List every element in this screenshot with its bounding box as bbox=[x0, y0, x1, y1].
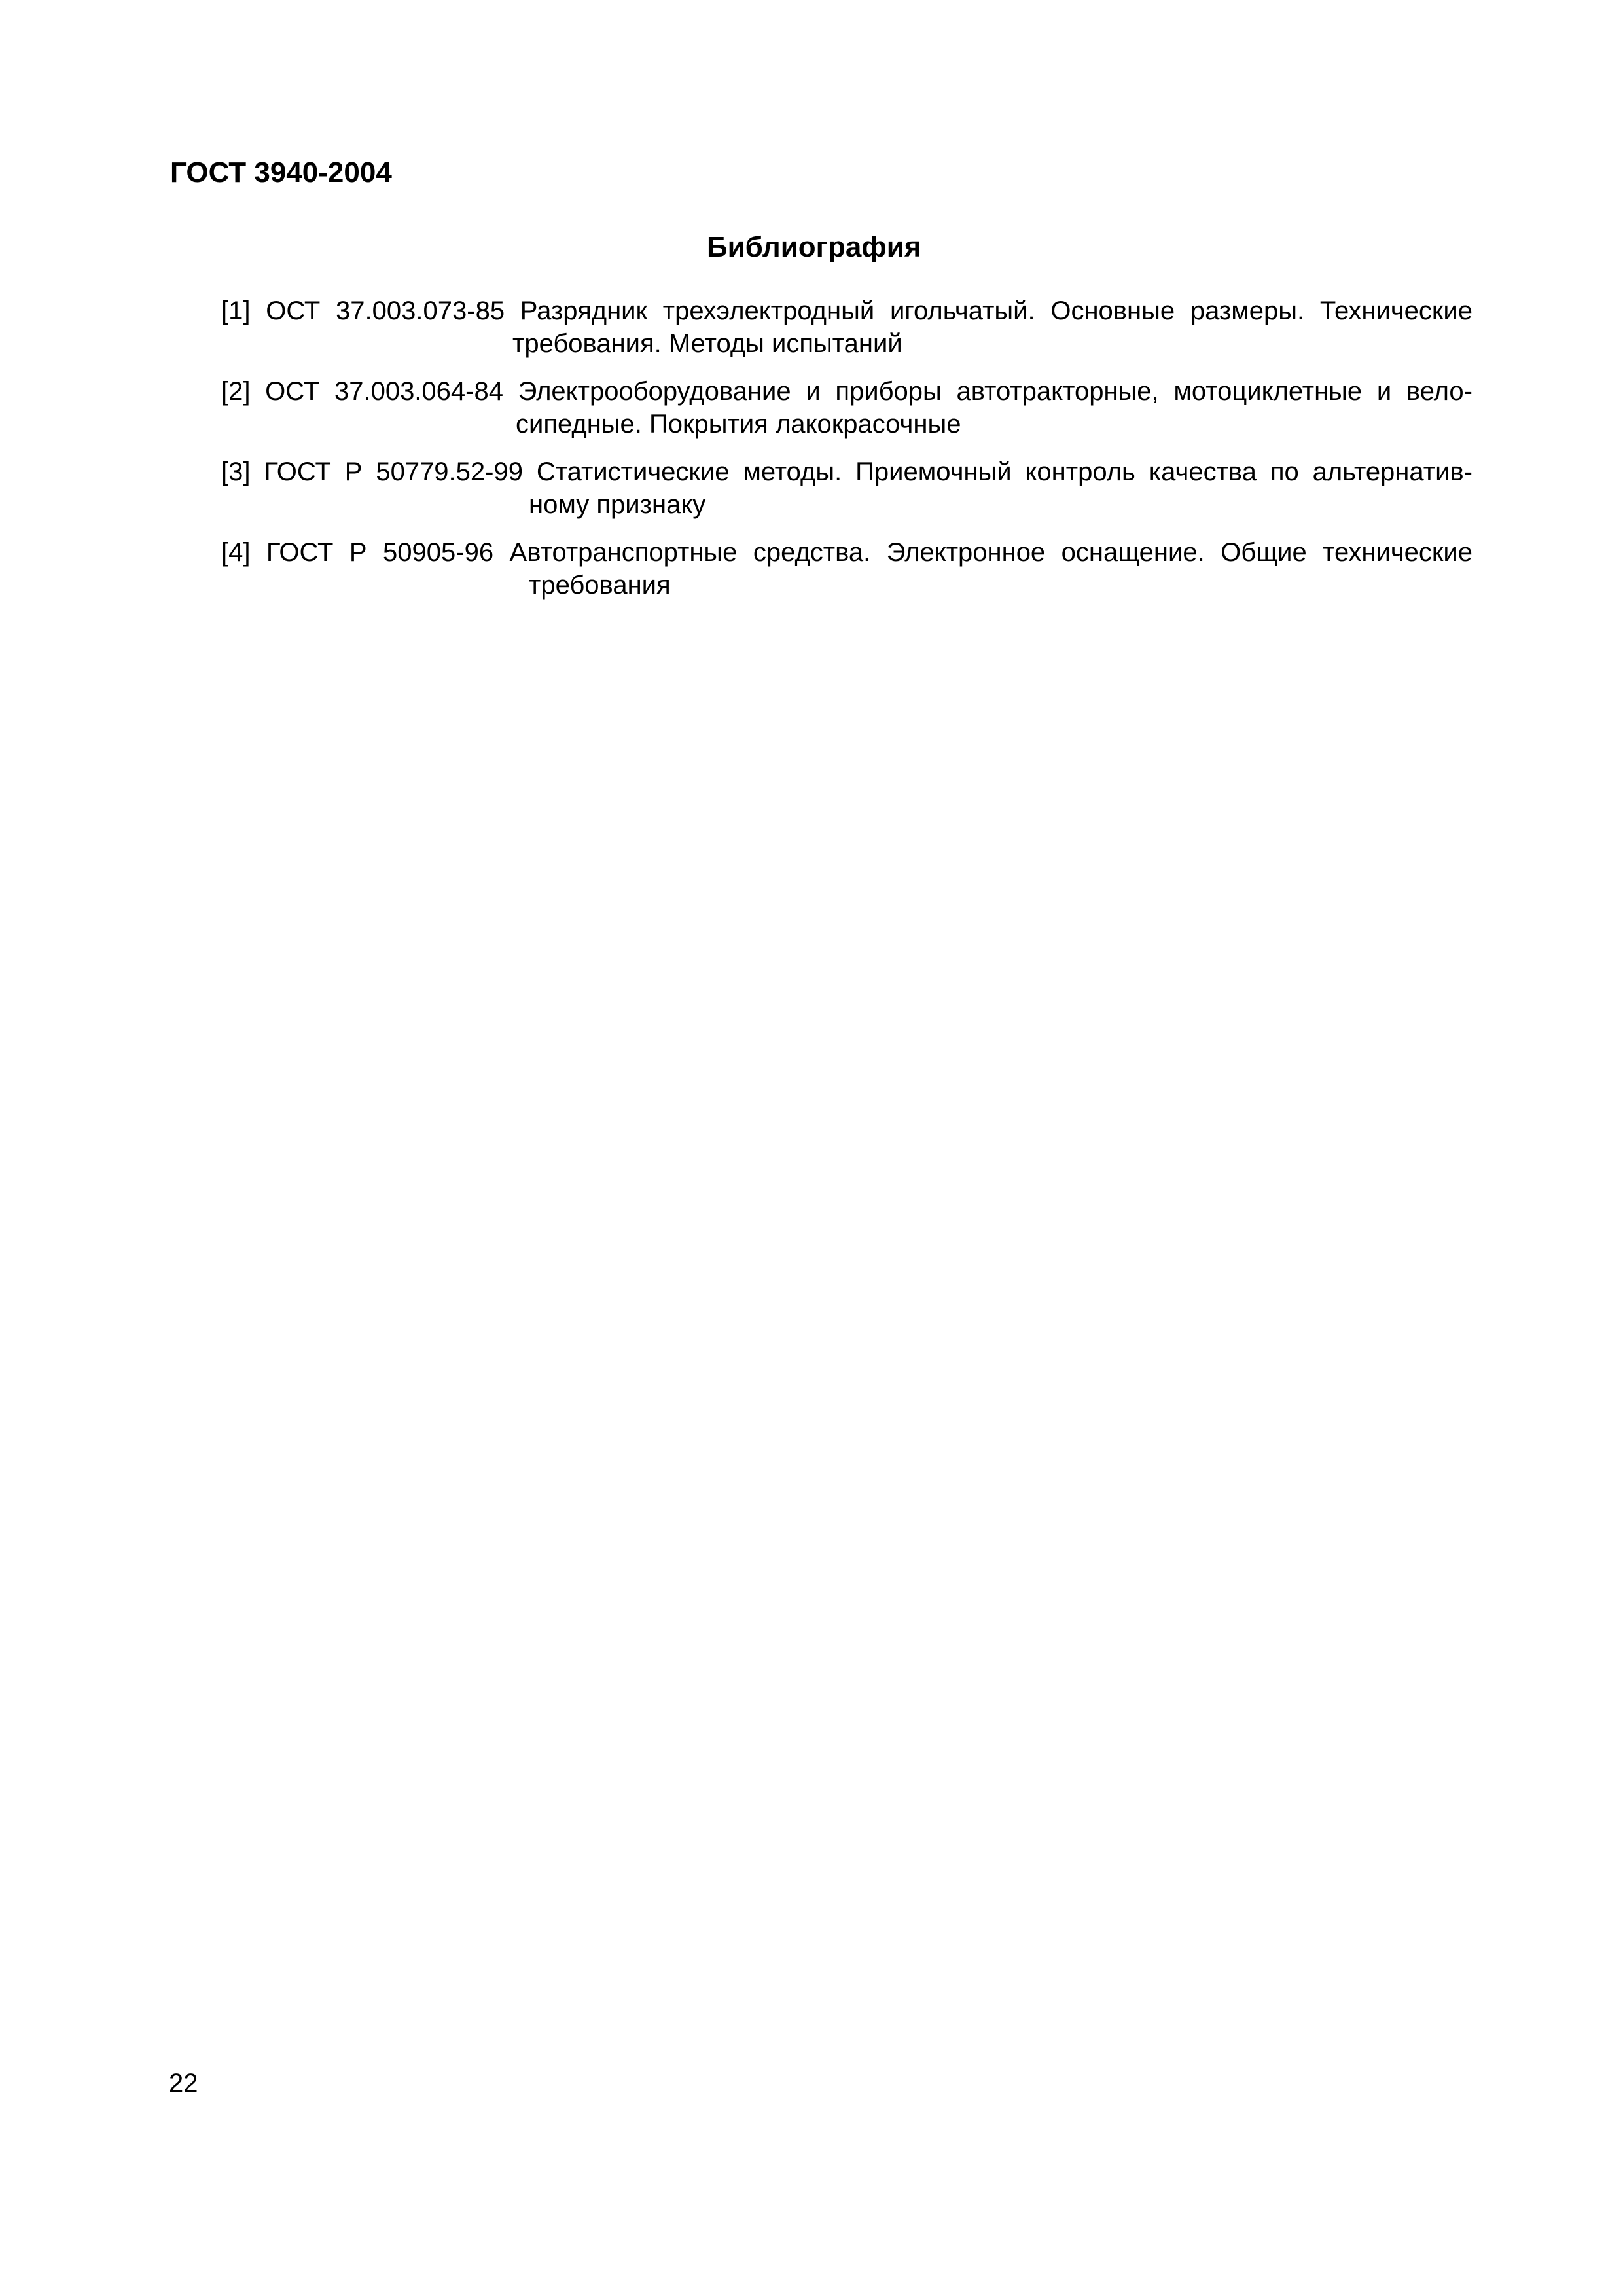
bibliography-list bbox=[221, 295, 1472, 617]
bibliography-entry-line: [3] ГОСТ Р 50779.52-99 Статистические методы. Приемочный контроль качества по альтернатив- bbox=[221, 457, 1472, 486]
bibliography-entry-line: [4] ГОСТ Р 50905-96 Автотранспортные средства. Электронное оснащение. Общие технические bbox=[221, 538, 1472, 567]
bibliography-entry bbox=[221, 375, 1472, 440]
bibliography-entry-continuation: требования. Методы испытаний bbox=[512, 329, 902, 358]
bibliography-entry-continuation: сипедные. Покрытия лакокрасочные bbox=[516, 410, 961, 439]
section-title: Библиография bbox=[707, 231, 921, 263]
bibliography-entry bbox=[221, 456, 1472, 521]
document-id-header: ГОСТ 3940-2004 bbox=[170, 156, 392, 188]
bibliography-entry-continuation: ному признаку bbox=[529, 490, 706, 519]
page-number: 22 bbox=[169, 2069, 198, 2098]
bibliography-entry-line: [1] ОСТ 37.003.073-85 Разрядник трехэлектродный игольчатый. Основные размеры. Технические bbox=[221, 296, 1472, 325]
bibliography-entry-continuation: требования bbox=[529, 571, 671, 600]
bibliography-entry-line: [2] ОСТ 37.003.064-84 Электрооборудование и приборы автотракторные, мотоциклетные и вело- bbox=[221, 377, 1472, 406]
bibliography-entry bbox=[221, 295, 1472, 360]
bibliography-entry bbox=[221, 536, 1472, 601]
